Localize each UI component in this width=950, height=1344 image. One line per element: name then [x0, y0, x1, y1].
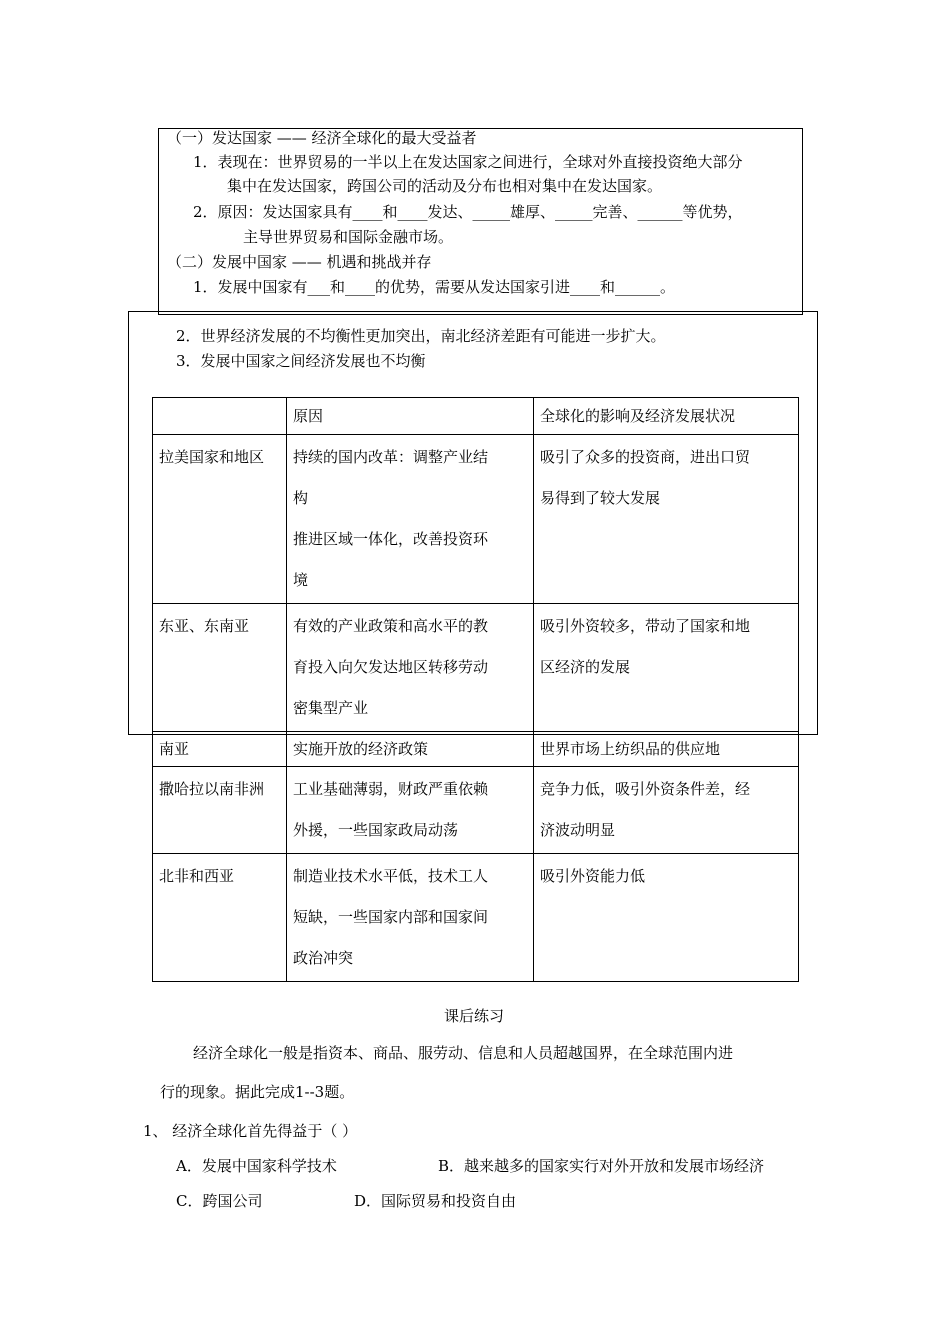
developing-item1: 1．发展中国家有___和____的优势，需要从发达国家引进____和______。	[193, 278, 676, 296]
reason-cell	[287, 854, 534, 982]
question-1: 1、 经济全球化首先得益于（ ）	[143, 1122, 358, 1140]
cell-line: 政治冲突	[293, 949, 354, 967]
developing-heading: （二）发展中国家 —— 机遇和挑战并存	[167, 253, 432, 271]
cell-line: 外援，一些国家政局动荡	[293, 821, 459, 839]
cell-line: 实施开放的经济政策	[293, 740, 429, 758]
exercise-intro-line2: 行的现象。据此完成1--3题。	[160, 1083, 355, 1101]
table-header-row	[153, 398, 799, 435]
table-row	[153, 732, 799, 767]
developing-item3: 3．发展中国家之间经济发展也不均衡	[176, 352, 426, 370]
cell-line: 吸引外资较多，带动了国家和地	[540, 617, 751, 635]
developed-item2-line1: 2．原因：发达国家具有____和____发达、_____雄厚、_____完善、______等优势，	[193, 203, 743, 221]
exercise-intro-line1: 经济全球化一般是指资本、商品、服劳动、信息和人员超越国界，在全球范围内进	[193, 1044, 734, 1062]
table-header-cell: 原因	[287, 398, 534, 435]
region-cell: 撒哈拉以南非洲	[153, 767, 287, 854]
impact-cell	[534, 854, 799, 982]
developed-heading: （一）发达国家 —— 经济全球化的最大受益者	[167, 129, 477, 147]
region-comparison-table	[152, 397, 799, 982]
cell-line: 济波动明显	[540, 821, 616, 839]
cell-line: 密集型产业	[293, 699, 369, 717]
cell-line: 持续的国内改革：调整产业结	[293, 448, 489, 466]
developed-item2-line2: 主导世界贸易和国际金融市场。	[243, 228, 454, 246]
exercise-title: 课后练习	[444, 1007, 505, 1025]
cell-line: 短缺，一些国家内部和国家间	[293, 908, 489, 926]
cell-line: 区经济的发展	[540, 658, 631, 676]
region-cell: 拉美国家和地区	[153, 435, 287, 604]
impact-cell	[534, 767, 799, 854]
cell-line: 推进区域一体化，改善投资环	[293, 530, 489, 548]
cell-line: 境	[293, 571, 309, 589]
table-row	[153, 767, 799, 854]
cell-line: 育投入向欠发达地区转移劳动	[293, 658, 489, 676]
table-row	[153, 435, 799, 604]
cell-line: 构	[293, 489, 309, 507]
region-cell: 东亚、东南亚	[153, 604, 287, 732]
reason-cell	[287, 732, 534, 767]
cell-line: 有效的产业政策和高水平的教	[293, 617, 489, 635]
option-d: D．国际贸易和投资自由	[354, 1192, 517, 1210]
developing-item2: 2．世界经济发展的不均衡性更加突出，南北经济差距有可能进一步扩大。	[176, 327, 666, 345]
cell-line: 易得到了较大发展	[540, 489, 661, 507]
option-a: A．发展中国家科学技术	[176, 1157, 337, 1175]
table-row	[153, 854, 799, 982]
impact-cell	[534, 435, 799, 604]
cell-line: 吸引外资能力低	[540, 867, 646, 885]
cell-line: 制造业技术水平低，技术工人	[293, 867, 489, 885]
option-c: C．跨国公司	[176, 1192, 263, 1210]
region-cell: 南亚	[153, 732, 287, 767]
cell-line: 吸引了众多的投资商，进出口贸	[540, 448, 751, 466]
table-header-cell: 全球化的影响及经济发展状况	[534, 398, 799, 435]
impact-cell	[534, 604, 799, 732]
cell-line: 工业基础薄弱，财政严重依赖	[293, 780, 489, 798]
reason-cell	[287, 604, 534, 732]
table-row	[153, 604, 799, 732]
option-b: B．越来越多的国家实行对外开放和发展市场经济	[438, 1157, 765, 1175]
cell-line: 竞争力低，吸引外资条件差，经	[540, 780, 751, 798]
reason-cell	[287, 435, 534, 604]
impact-cell	[534, 732, 799, 767]
cell-line: 世界市场上纺织品的供应地	[540, 740, 721, 758]
region-cell: 北非和西亚	[153, 854, 287, 982]
developed-item1-line1: 1．表现在：世界贸易的一半以上在发达国家之间进行，全球对外直接投资绝大部分	[193, 153, 743, 171]
table-header-cell	[153, 398, 287, 435]
reason-cell	[287, 767, 534, 854]
developed-item1-line2: 集中在发达国家，跨国公司的活动及分布也相对集中在发达国家。	[227, 177, 663, 195]
